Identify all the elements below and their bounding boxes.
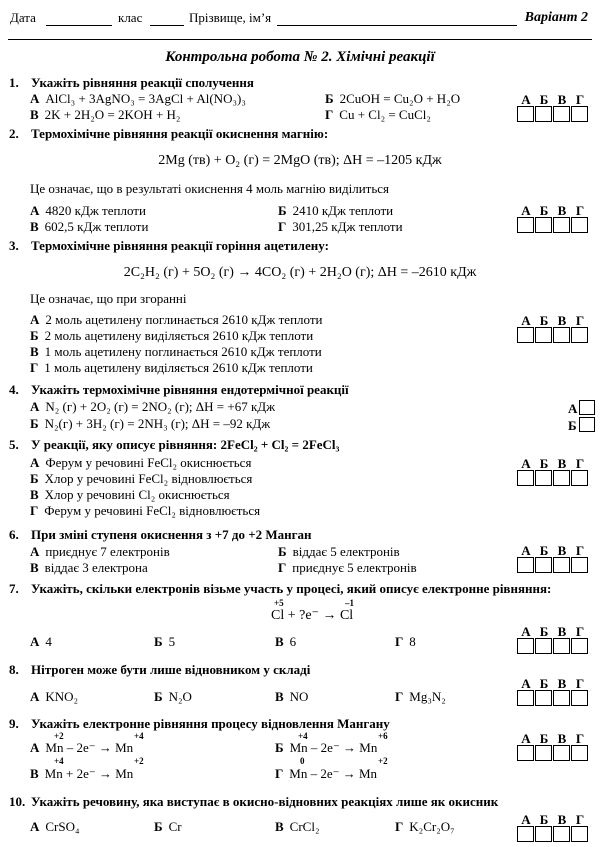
header-divider [8, 39, 592, 40]
answer-box[interactable] [553, 745, 570, 761]
option-8a[interactable]: А KNO₂ [30, 689, 79, 704]
question-7: 7. Укажіть, скільки електронів візьме участь у процесі, який описує електронне рівняння: [9, 581, 552, 596]
option-5d[interactable]: Г Ферум у речовині FeCl₂ відновлюється [30, 503, 261, 518]
answer-box[interactable] [571, 106, 588, 122]
option-5c[interactable]: В Хлор у речовині Cl₂ окиснюється [30, 487, 230, 502]
option-6c[interactable]: В віддає 3 електрона [30, 560, 148, 575]
option-3a[interactable]: А 2 моль ацетилену поглинається 2610 кДж теплоти [30, 312, 323, 327]
question-3-subtext: Це означає, що при згоранні [30, 291, 187, 306]
answer-box[interactable] [571, 826, 588, 842]
ox-9a-right: +4 [134, 731, 144, 741]
option-9b[interactable]: Б Mn – 2e⁻ → Mn [275, 740, 378, 755]
question-8: 8. Нітроген може бути лише відновником у складі [9, 662, 311, 677]
option-8b[interactable]: Б N₂O [154, 689, 192, 704]
answer-box[interactable] [571, 557, 588, 573]
answer-box[interactable] [553, 106, 570, 122]
option-7b[interactable]: Б 5 [154, 634, 176, 649]
class-label: клас [118, 10, 143, 25]
question-5: 5. У реакції, яку описує рівняння: 2FeCl₂ + Cl₂ = 2FeCl₃ [9, 437, 340, 452]
answer-box[interactable] [571, 638, 588, 654]
ox-9b-right: +6 [378, 731, 388, 741]
option-7c[interactable]: В 6 [275, 634, 297, 649]
option-2a[interactable]: А 4820 кДж теплоти [30, 203, 146, 218]
answer-grid-5[interactable]: А Б В Г [517, 456, 589, 486]
answer-box[interactable] [535, 638, 552, 654]
option-6b[interactable]: Б віддає 5 електронів [278, 544, 400, 559]
option-5b[interactable]: Б Хлор у речовині FeCl₂ відновлюється [30, 471, 253, 486]
option-10a[interactable]: А CrSO₄ [30, 819, 80, 834]
option-10c[interactable]: В CrCl₂ [275, 819, 320, 834]
option-4a[interactable]: А N₂ (г) + 2O₂ (г) = 2NO₂ (г); ΔH = +67 кДж [30, 399, 276, 414]
question-10: 10. Укажіть речовину, яка виступає в окисно-відновних реакціях лише як окисник [9, 794, 499, 809]
date-field[interactable] [46, 25, 112, 26]
answer-box[interactable] [535, 557, 552, 573]
answer-box[interactable] [553, 217, 570, 233]
option-7d[interactable]: Г 8 [395, 634, 416, 649]
answer-box[interactable] [517, 327, 534, 343]
option-2b[interactable]: Б 2410 кДж теплоти [278, 203, 394, 218]
option-6d[interactable]: Г приєднує 5 електронів [278, 560, 417, 575]
answer-box[interactable] [553, 638, 570, 654]
question-3: 3. Термохімічне рівняння реакції горіння ацетилену: [9, 238, 329, 253]
answer-grid-3[interactable]: А Б В Г [517, 313, 589, 343]
answer-grid-2[interactable]: А Б В Г [517, 203, 589, 233]
ox-9c-left: +4 [54, 756, 64, 766]
question-2: 2. Термохімічне рівняння реакції окиснення магнію: [9, 126, 329, 141]
answer-box[interactable] [517, 217, 534, 233]
answer-box-4b[interactable]: Б [568, 417, 595, 434]
option-8d[interactable]: Г Mg₃N₂ [395, 689, 446, 704]
option-4b[interactable]: Б N₂(г) + 3H₂ (г) = 2NH₃ (г); ΔH = –92 кДж [30, 416, 271, 431]
answer-box[interactable] [553, 327, 570, 343]
answer-grid-9[interactable]: А Б В Г [517, 731, 589, 761]
option-7a[interactable]: А 4 [30, 634, 52, 649]
answer-box[interactable] [535, 745, 552, 761]
answer-grid-10[interactable]: А Б В Г [517, 812, 589, 842]
answer-box[interactable] [517, 557, 534, 573]
answer-box[interactable] [535, 826, 552, 842]
answer-grid-8[interactable]: А Б В Г [517, 676, 589, 706]
worksheet-header [0, 4, 600, 28]
answer-box[interactable] [517, 690, 534, 706]
answer-box[interactable] [571, 745, 588, 761]
option-3c[interactable]: В 1 моль ацетилену поглинається 2610 кДж теплоти [30, 344, 322, 359]
equation-3: 2C₂H₂ (г) + 5O₂ (г) → 4CO₂ (г) + 2H₂O (г); ΔH = –2610 кДж [123, 265, 477, 280]
ox-9d-right: +2 [378, 756, 388, 766]
answer-box[interactable] [517, 470, 534, 486]
option-1b[interactable]: Б 2CuOH = Cu₂O + H₂O [325, 91, 461, 106]
question-9: 9. Укажіть електронне рівняння процесу відновлення Мангану [9, 716, 390, 731]
answer-box[interactable] [535, 470, 552, 486]
option-2c[interactable]: В 602,5 кДж теплоти [30, 219, 149, 234]
answer-box[interactable] [553, 826, 570, 842]
option-8c[interactable]: В NO [275, 689, 309, 704]
answer-box[interactable] [535, 690, 552, 706]
oxidation-state-left: +5 [274, 598, 284, 608]
answer-box[interactable] [535, 217, 552, 233]
answer-grid-7[interactable]: А Б В Г [517, 624, 589, 654]
option-5a[interactable]: А Ферум у речовині FeCl₂ окиснюється [30, 455, 252, 470]
name-field[interactable] [277, 25, 517, 26]
ox-9b-left: +4 [298, 731, 308, 741]
answer-box[interactable] [571, 327, 588, 343]
option-3b[interactable]: Б 2 моль ацетилену виділяється 2610 кДж теплоти [30, 328, 314, 343]
option-1d[interactable]: Г Cu + Cl₂ = CuCl₂ [325, 107, 431, 122]
answer-box-4a[interactable]: А [568, 400, 595, 417]
ox-9d-left: 0 [300, 756, 305, 766]
answer-box[interactable] [553, 690, 570, 706]
option-3d[interactable]: Г 1 моль ацетилену виділяється 2610 кДж теплоти [30, 360, 313, 375]
question-1: 1. Укажіть рівняння реакції сполучення [9, 75, 254, 90]
question-4: 4. Укажіть термохімічне рівняння ендотермічної реакції [9, 382, 349, 397]
answer-grid-1[interactable]: А Б В Г [517, 92, 589, 122]
equation-7: Cl + ?e⁻ → Cl [271, 608, 354, 623]
answer-box[interactable] [571, 217, 588, 233]
option-10b[interactable]: Б Cr [154, 819, 182, 834]
page-title: Контрольна робота № 2. Хімічні реакції [165, 49, 435, 65]
answer-box[interactable] [553, 557, 570, 573]
answer-box[interactable] [553, 470, 570, 486]
answer-box[interactable] [517, 745, 534, 761]
answer-box[interactable] [517, 106, 534, 122]
answer-box[interactable] [517, 826, 534, 842]
option-2d[interactable]: Г 301,25 кДж теплоти [278, 219, 403, 234]
question-2-subtext: Це означає, що в результаті окиснення 4 моль магнію виділиться [30, 181, 390, 196]
answer-box[interactable] [535, 106, 552, 122]
date-label: Дата [10, 10, 36, 25]
ox-9a-left: +2 [54, 731, 64, 741]
variant-label: Варіант 2 [524, 10, 588, 25]
answer-box[interactable] [517, 638, 534, 654]
name-label: Прізвище, ім’я [189, 10, 272, 25]
option-1a[interactable]: А AlCl₃ + 3AgNO₃ = 3AgCl + Al(NO₃)₃ [30, 91, 246, 106]
option-10d[interactable]: Г K₂Cr₂O₇ [395, 819, 455, 834]
option-9c[interactable]: В Mn + 2e⁻ → Mn [30, 766, 134, 781]
oxidation-state-right: –1 [345, 598, 354, 608]
equation-2: 2Mg (тв) + O₂ (г) = 2MgO (тв); ΔH = –1205 кДж [158, 153, 442, 168]
ox-9c-right: +2 [134, 756, 144, 766]
option-6a[interactable]: А приєднує 7 електронів [30, 544, 170, 559]
answer-box[interactable] [535, 327, 552, 343]
answer-grid-6[interactable]: А Б В Г [517, 543, 589, 573]
answer-box[interactable] [571, 690, 588, 706]
option-9a[interactable]: А Mn – 2e⁻ → Mn [30, 740, 134, 755]
option-9d[interactable]: Г Mn – 2e⁻ → Mn [275, 766, 378, 781]
option-1c[interactable]: В 2K + 2H₂O = 2KOH + H₂ [30, 107, 181, 122]
question-6: 6. При зміні ступеня окиснення з +7 до +2 Манган [9, 527, 312, 542]
answer-box[interactable] [571, 470, 588, 486]
class-field[interactable] [150, 25, 184, 26]
